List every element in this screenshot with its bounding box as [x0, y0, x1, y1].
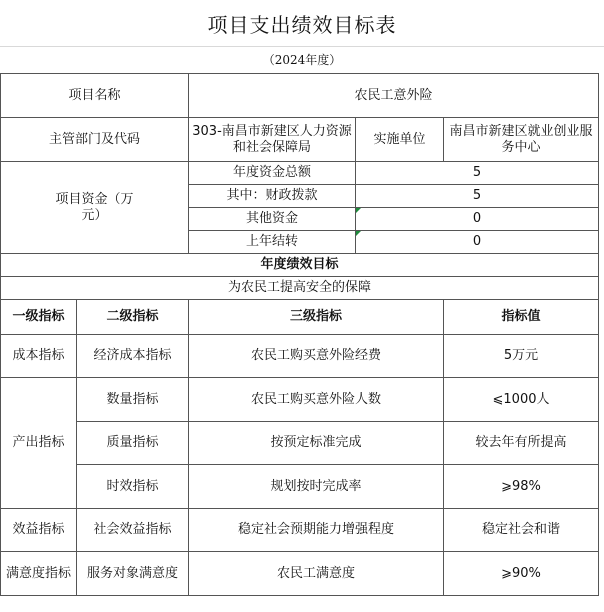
- level3-cell: 农民工满意度: [189, 552, 444, 596]
- fund-row: [1, 162, 599, 185]
- column-header: 二级指标: [77, 300, 189, 335]
- goals-text: 为农民工提高安全的保障: [1, 277, 599, 300]
- fund-item-value: 0: [356, 208, 599, 231]
- indicator-header-row: [1, 300, 599, 335]
- implementing-unit-label: 实施单位: [356, 118, 444, 162]
- project-name-value: 农民工意外险: [189, 74, 599, 118]
- fund-item-label: 上年结转: [189, 231, 356, 254]
- table-row: [1, 335, 599, 378]
- level3-cell: 农民工购买意外险经费: [189, 335, 444, 378]
- value-cell: ⩾90%: [444, 552, 599, 596]
- fund-label: 项目资金（万元）: [1, 162, 189, 254]
- column-header: 三级指标: [189, 300, 444, 335]
- level2-cell: 经济成本指标: [77, 335, 189, 378]
- fund-item-value: 5: [356, 162, 599, 185]
- value-cell: ⩽1000人: [444, 378, 599, 422]
- goals-heading-row: [1, 254, 599, 277]
- department-row: [1, 118, 599, 162]
- fund-item-label: 其他资金: [189, 208, 356, 231]
- level2-cell: 时效指标: [77, 465, 189, 509]
- value-cell: 稳定社会和谐: [444, 509, 599, 552]
- value-cell: 较去年有所提高: [444, 422, 599, 465]
- level1-cell: 成本指标: [1, 335, 77, 378]
- table-row: [1, 422, 599, 465]
- department-label: 主管部门及代码: [1, 118, 189, 162]
- page-title: 项目支出绩效目标表: [207, 12, 397, 37]
- goals-heading: 年度绩效目标: [1, 254, 599, 277]
- level1-cell: 效益指标: [1, 509, 77, 552]
- column-header: 一级指标: [1, 300, 77, 335]
- level2-cell: 质量指标: [77, 422, 189, 465]
- fund-item-label: 年度资金总额: [189, 162, 356, 185]
- table-row: [1, 378, 599, 422]
- table-row: [1, 465, 599, 509]
- level2-cell: 数量指标: [77, 378, 189, 422]
- level3-cell: 规划按时完成率: [189, 465, 444, 509]
- department-value: 303-南昌市新建区人力资源和社会保障局: [189, 118, 356, 162]
- fund-item-value: 0: [356, 231, 599, 254]
- value-cell: 5万元: [444, 335, 599, 378]
- level3-cell: 农民工购买意外险人数: [189, 378, 444, 422]
- implementing-unit-value: 南昌市新建区就业创业服务中心: [444, 118, 599, 162]
- level1-cell: 产出指标: [1, 378, 77, 509]
- project-name-row: [1, 74, 599, 118]
- level2-cell: 服务对象满意度: [77, 552, 189, 596]
- fund-item-value: 5: [356, 185, 599, 208]
- year-label: （2024年度）: [262, 52, 342, 67]
- level3-cell: 按预定标准完成: [189, 422, 444, 465]
- project-name-label: 项目名称: [1, 74, 189, 118]
- table-row: [1, 509, 599, 552]
- goals-text-row: [1, 277, 599, 300]
- fund-item-label: 其中：财政拨款: [189, 185, 356, 208]
- level1-cell: 满意度指标: [1, 552, 77, 596]
- level2-cell: 社会效益指标: [77, 509, 189, 552]
- column-header: 指标值: [444, 300, 599, 335]
- value-cell: ⩾98%: [444, 465, 599, 509]
- level3-cell: 稳定社会预期能力增强程度: [189, 509, 444, 552]
- performance-table: [0, 73, 599, 596]
- table-row: [1, 552, 599, 596]
